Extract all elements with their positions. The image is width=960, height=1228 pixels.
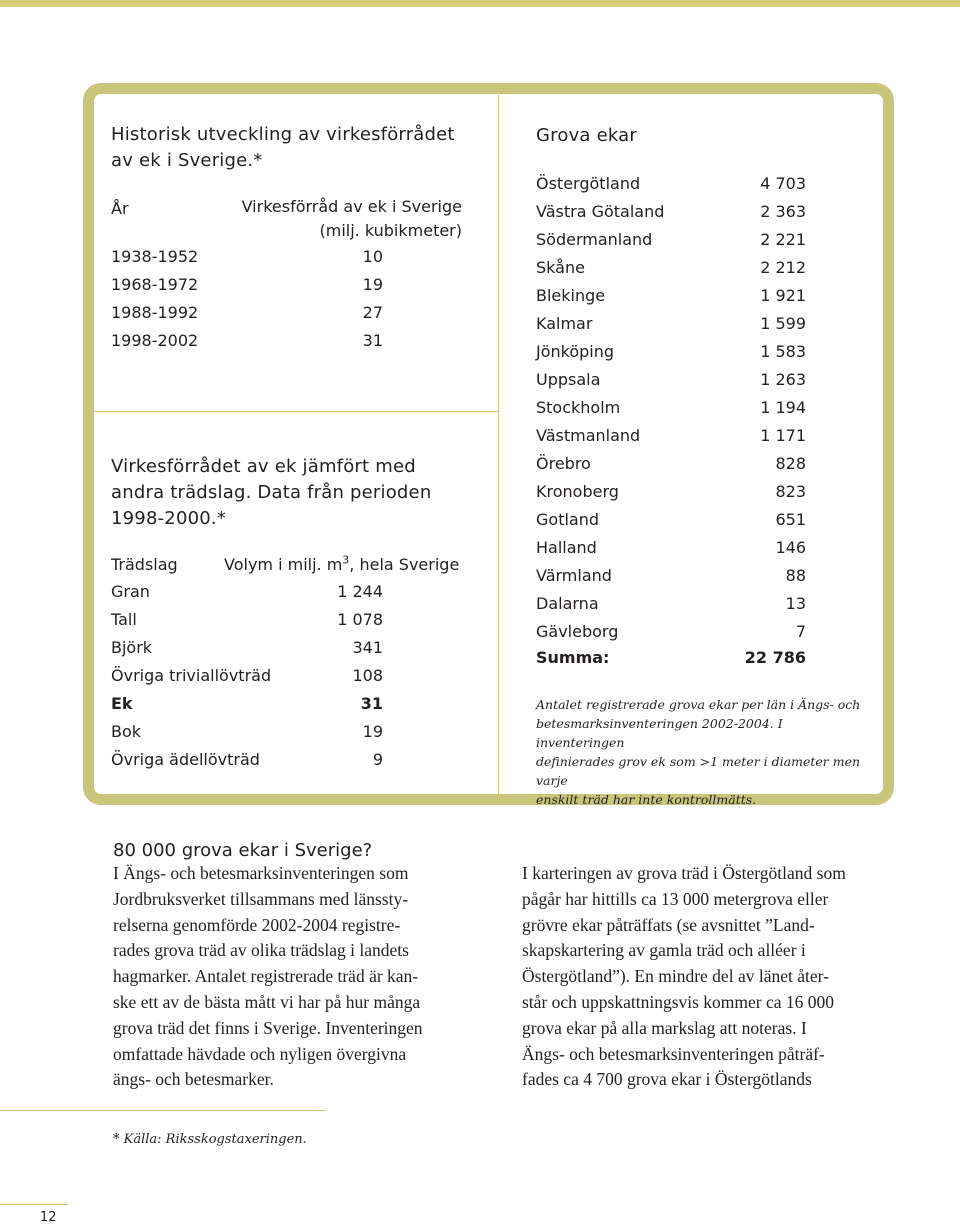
history-col-volume-header: Virkesförråd av ek i Sverige (milj. kubikmeter) [241, 197, 462, 240]
county-row-label: Uppsala [536, 370, 601, 389]
article-column-2: I karteringen av grova träd i Östergötland som pågår har hittills ca 13 000 metergrova eller grövre ekar påträffats (se avsnittet ”Land- skapskartering av gamla träd och alléer i Östergötland”). En mindre del av länet åter- står och uppskattningsvis kommer ca 16 000 grova ekar på alla markslag att noteras. I Ängs- och betesmarksinventeringen påträf- fades ca 4 700 grova ekar i Östergötlands [522, 863, 846, 1090]
species-row [111, 606, 383, 634]
county-row-label: Västra Götaland [536, 202, 665, 221]
article-heading: 80 000 grova ekar i Sverige? [113, 840, 373, 861]
history-row-label: 1968-1972 [111, 275, 199, 294]
top-rule [0, 0, 960, 7]
footnote-rule [0, 1110, 326, 1111]
county-row-value: 2 363 [760, 202, 806, 221]
county-row-label: Jönköping [536, 342, 615, 361]
county-row-value: 1 194 [760, 398, 806, 417]
county-row-value: 1 171 [760, 426, 806, 445]
county-row-label: Värmland [536, 566, 612, 585]
county-row [536, 534, 806, 562]
county-row-label: Örebro [536, 454, 591, 473]
county-row-value: 823 [775, 482, 806, 501]
species-row [111, 634, 383, 662]
county-row [536, 310, 806, 338]
species-row-value: 341 [352, 638, 383, 657]
species-row-label: Övriga triviallövträd [111, 666, 272, 685]
county-row [536, 198, 806, 226]
county-row-value: 828 [775, 454, 806, 473]
county-row-label: Kalmar [536, 314, 593, 333]
species-row-label: Björk [111, 638, 153, 657]
county-row-value: 2 212 [760, 258, 806, 277]
county-row-value: 1 583 [760, 342, 806, 361]
county-row [536, 450, 806, 478]
county-row-label: Gävleborg [536, 622, 619, 641]
history-col-year-header: År [111, 199, 129, 218]
species-row [111, 662, 383, 690]
history-row [111, 299, 383, 327]
sum-label: Summa: [536, 648, 610, 667]
county-row-label: Västmanland [536, 426, 641, 445]
county-row [536, 422, 806, 450]
county-row [536, 282, 806, 310]
species-row-value: 19 [362, 722, 383, 741]
box-vertical-divider [498, 95, 499, 805]
species-row-value: 1 244 [337, 582, 383, 601]
county-row [536, 366, 806, 394]
county-row-label: Halland [536, 538, 597, 557]
history-row-label: 1938-1952 [111, 247, 199, 266]
species-row-label: Övriga ädellövträd [111, 750, 260, 769]
species-title: Virkesförrådet av ek jämfört med andra trädslag. Data från perioden 1998-2000.* [111, 456, 432, 529]
history-row [111, 271, 383, 299]
county-row [536, 478, 806, 506]
history-row-label: 1998-2002 [111, 331, 199, 350]
species-row-label: Ek [111, 694, 133, 713]
county-row-label: Södermanland [536, 230, 653, 249]
species-col-species-header: Trädslag [111, 555, 178, 574]
species-row-value: 9 [372, 750, 383, 769]
county-row-label: Östergötland [536, 174, 641, 193]
species-row [111, 718, 383, 746]
history-row-value: 10 [362, 247, 383, 266]
page-number-rule [0, 1204, 68, 1205]
species-row [111, 746, 383, 774]
species-row [111, 690, 383, 718]
county-row-value: 1 599 [760, 314, 806, 333]
species-row-label: Tall [111, 610, 137, 629]
county-row-value: 1 263 [760, 370, 806, 389]
county-row-value: 146 [775, 538, 806, 557]
county-row-value: 1 921 [760, 286, 806, 305]
history-row-value: 19 [362, 275, 383, 294]
county-row-value: 88 [785, 566, 806, 585]
county-row [536, 170, 806, 198]
species-row-label: Bok [111, 722, 142, 741]
county-row-label: Kronoberg [536, 482, 619, 501]
oaks-caption: Antalet registrerade grova ekar per län i Ängs- och betesmarksinventeringen 2002-2004. I inventeringen definierades grov ek som >1 meter i diameter men varje enskilt träd har inte kontrollmätts. [536, 697, 861, 807]
species-row-label: Gran [111, 582, 150, 601]
county-row [536, 338, 806, 366]
history-row-value: 27 [362, 303, 383, 322]
species-row [111, 578, 383, 606]
history-row-value: 31 [362, 331, 383, 350]
history-row-label: 1988-1992 [111, 303, 199, 322]
county-row-label: Blekinge [536, 286, 606, 305]
county-row [536, 226, 806, 254]
oaks-title: Grova ekar [536, 125, 637, 146]
species-row-value: 108 [352, 666, 383, 685]
county-row [536, 506, 806, 534]
sum-row [536, 644, 806, 672]
history-row [111, 327, 383, 355]
county-row-value: 7 [795, 622, 806, 641]
county-row [536, 562, 806, 590]
species-row-value: 1 078 [337, 610, 383, 629]
box-horizontal-divider [94, 411, 498, 412]
county-row-label: Gotland [536, 510, 600, 529]
footnote: * Källa: Riksskogstaxeringen. [113, 1132, 307, 1147]
county-row [536, 618, 806, 646]
species-col-volume-header: Volym i milj. $m^3$, hela Sverige [224, 553, 460, 574]
article-column-1: I Ängs- och betesmarksinventeringen som Jordbruksverket tillsammans med länssty- relserna genomförde 2002-2004 registre- rades grova träd av olika trädslag i landets hagmarker. Antalet registrerade träd är kan- ske ett av de bästa mått vi har på hur många grova träd det finns i Sverige. Inventeringen omfattade hävdade och nyligen övergivna ängs- och betesmarker. [113, 863, 423, 1090]
county-row [536, 394, 806, 422]
county-row-label: Skåne [536, 258, 585, 277]
sum-value: 22 786 [744, 648, 806, 667]
county-row-value: 4 703 [760, 174, 806, 193]
county-row-value: 13 [785, 594, 806, 613]
county-row-label: Dalarna [536, 594, 599, 613]
county-row [536, 590, 806, 618]
county-row-value: 2 221 [760, 230, 806, 249]
county-row-label: Stockholm [536, 398, 621, 417]
county-row-value: 651 [775, 510, 806, 529]
county-row [536, 254, 806, 282]
page-number: 12 [40, 1210, 57, 1225]
history-row [111, 243, 383, 271]
species-row-value: 31 [360, 694, 383, 713]
history-title: Historisk utveckling av virkesförrådet av ek i Sverige.* [111, 124, 455, 171]
